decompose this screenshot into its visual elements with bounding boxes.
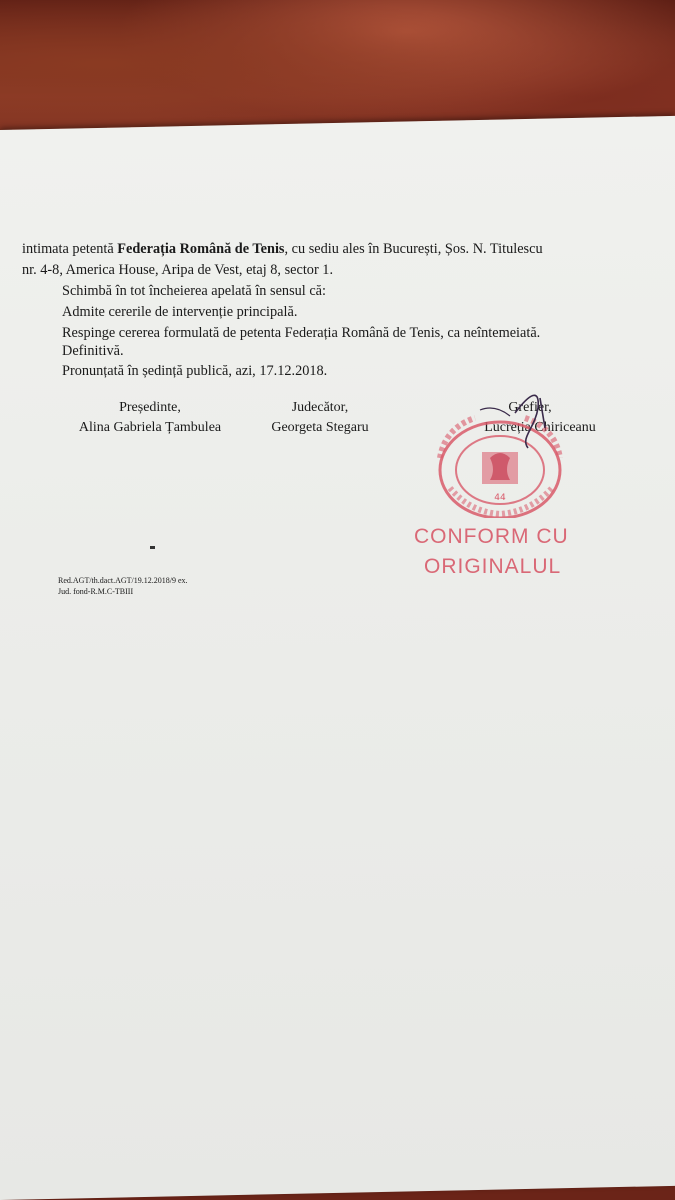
paragraph-line-4: Admite cererile de intervenție principală. xyxy=(62,304,298,320)
judge-title: Judecător, xyxy=(291,400,349,415)
judge-name: Georgeta Stegaru xyxy=(271,420,369,435)
line1-text-group xyxy=(22,240,543,258)
paragraph-line-3: Schimbă în tot încheierea apelată în sensul că: xyxy=(62,283,326,299)
footer-note-1: Red.AGT/th.dact.AGT/19.12.2018/9 ex. xyxy=(58,576,188,585)
seal-number: 44 xyxy=(494,493,506,503)
conform-stamp-line-1: CONFORM CU xyxy=(414,525,569,548)
court-seal-icon xyxy=(420,388,590,518)
ink-mark xyxy=(150,546,155,549)
president-signature-block xyxy=(55,398,245,438)
footer-note-2: Jud. fond-R.M.C-TBIII xyxy=(58,587,134,596)
president-name: Alina Gabriela Țambulea xyxy=(78,420,222,435)
clerk-title: Grefier, xyxy=(508,400,552,415)
federation-name: Federația Română de Tenis xyxy=(117,241,285,257)
conform-stamp-line-2: ORIGINALUL xyxy=(424,555,562,578)
president-title: Președinte, xyxy=(119,400,181,415)
clerk-name: Lucreția Chiriceanu xyxy=(484,420,596,435)
line1-suffix: , cu sediu ales în București, Șos. N. Titulescu xyxy=(284,241,543,257)
line1-prefix: intimata petentă xyxy=(22,241,118,257)
paragraph-line-5: Respinge cererea formulată de petenta Federația Română de Tenis, ca neîntemeiată. xyxy=(62,325,541,341)
paragraph-line-7: Pronunțată în ședință publică, azi, 17.12.2018. xyxy=(62,363,328,379)
paragraph-line-6: Definitivă. xyxy=(62,343,124,359)
paragraph-line-1 xyxy=(22,240,655,258)
paragraph-line-2: nr. 4-8, America House, Aripa de Vest, etaj 8, sector 1. xyxy=(22,262,334,278)
document-content xyxy=(0,150,675,1200)
judge-signature-block xyxy=(250,398,390,438)
